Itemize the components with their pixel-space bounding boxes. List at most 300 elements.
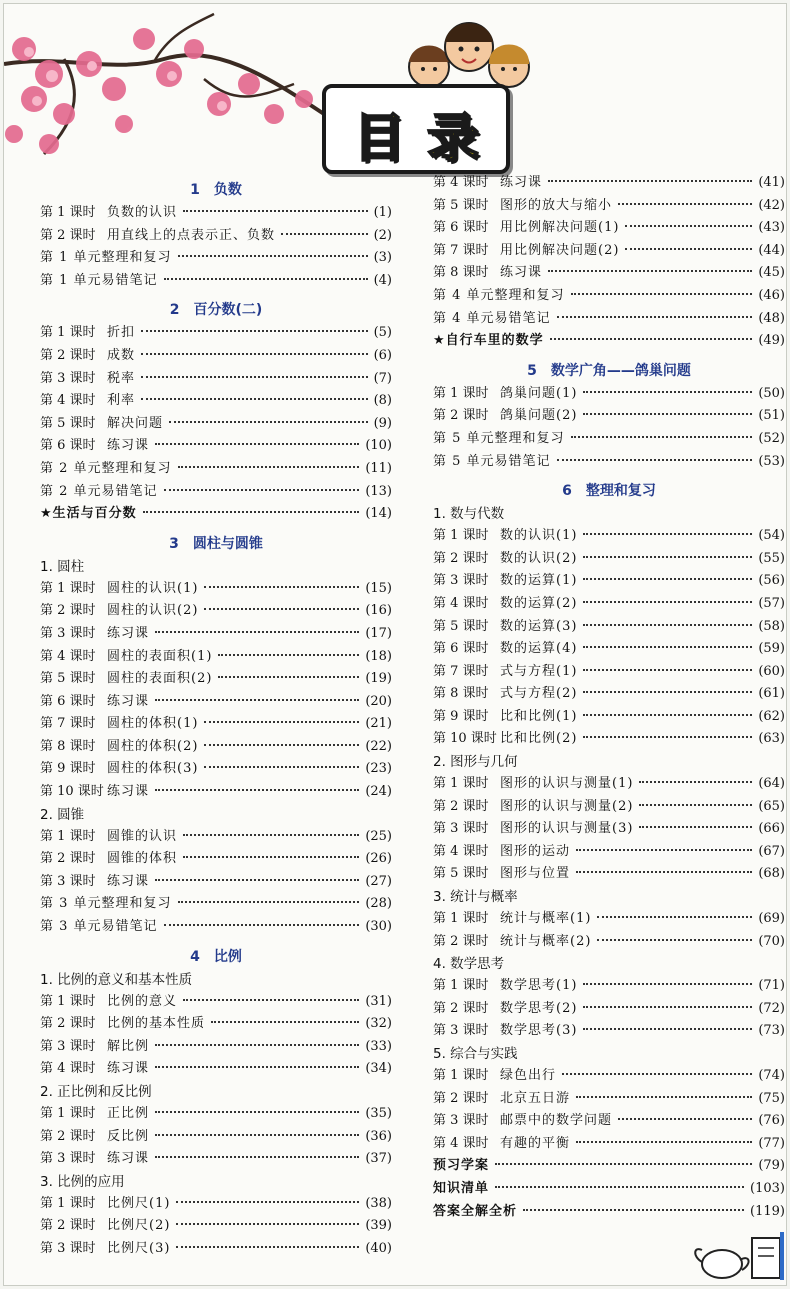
page-number: (55)	[758, 550, 785, 566]
page-number: (31)	[365, 993, 392, 1009]
lesson-number: 第 9 课时	[40, 761, 96, 777]
page-number: (40)	[365, 1240, 392, 1256]
lesson-topic: 正比例	[107, 1106, 150, 1121]
dot-leader	[548, 180, 752, 182]
page-number: (54)	[758, 528, 785, 544]
toc-entry[interactable]	[433, 1133, 785, 1156]
lesson-number: 第 1 课时	[40, 325, 96, 341]
title-board	[322, 84, 510, 174]
section-heading: 1. 比例的意义和基本性质	[40, 971, 193, 988]
entry-title: 第 5 单元整理和复习	[433, 430, 565, 446]
lesson-topic: 比和比例(2)	[500, 731, 578, 747]
toc-entry[interactable]	[433, 1178, 785, 1201]
page-number: (63)	[758, 731, 785, 747]
page-number: (56)	[758, 573, 785, 589]
dot-leader	[571, 436, 753, 438]
page-number: (34)	[365, 1061, 392, 1077]
lesson-number: 第 3 课时	[40, 1240, 96, 1256]
toc-entry[interactable]	[40, 600, 392, 623]
toc-entry[interactable]	[433, 451, 785, 474]
lesson-topic: 用比例解决问题(2)	[500, 242, 620, 258]
page-number: (119)	[750, 1203, 785, 1219]
lesson-topic: 练习课	[107, 784, 150, 800]
toc-entry[interactable]	[40, 481, 392, 504]
page-number: (19)	[365, 671, 392, 687]
toc-entry[interactable]	[40, 435, 392, 458]
dot-leader	[495, 1163, 752, 1165]
toc-entry[interactable]	[433, 308, 785, 331]
toc-entry[interactable]	[433, 383, 785, 406]
lesson-number: 第 6 课时	[40, 438, 96, 454]
dot-leader	[583, 533, 752, 535]
toc-entry[interactable]	[433, 728, 785, 751]
page-number: (60)	[758, 663, 785, 679]
toc-entry[interactable]	[40, 1126, 392, 1149]
dot-leader	[557, 459, 753, 461]
lesson-number: 第 3 课时	[433, 1023, 489, 1039]
section-heading: 4. 数学思考	[433, 956, 505, 973]
toc-entry[interactable]	[433, 818, 785, 841]
page-number: (20)	[365, 693, 392, 709]
toc-entry[interactable]	[40, 1058, 392, 1081]
dot-leader	[141, 398, 368, 400]
section-heading: 2. 图形与几何	[433, 754, 518, 771]
dot-leader	[178, 255, 368, 257]
page-number: (50)	[758, 385, 785, 401]
lesson-number: 第 10 课时	[433, 731, 497, 747]
dot-leader	[583, 391, 752, 393]
dot-leader	[204, 744, 359, 746]
toc-entry[interactable]	[40, 893, 392, 916]
lesson-number: 第 1 课时	[433, 528, 489, 544]
lesson-topic: 比和比例(1)	[500, 708, 578, 724]
toc-entry[interactable]	[433, 1201, 785, 1224]
entry-title: ★生活与百分数	[40, 506, 137, 522]
lesson-number: 第 4 课时	[433, 843, 489, 859]
toc-entry[interactable]	[433, 548, 785, 571]
toc-entry[interactable]	[40, 368, 392, 391]
toc-entry[interactable]	[40, 1193, 392, 1216]
lesson-number: 第 6 课时	[433, 641, 489, 657]
dot-leader	[183, 834, 359, 836]
page-number: (13)	[365, 483, 392, 499]
page-number: (44)	[758, 242, 785, 258]
lesson-topic: 统计与概率(2)	[500, 933, 592, 949]
lesson-number: 第 4 课时	[40, 393, 96, 409]
page-number: (18)	[365, 648, 392, 664]
toc-entry[interactable]	[40, 247, 392, 270]
dot-leader	[281, 233, 368, 235]
dot-leader	[204, 608, 359, 610]
entry-title: 第 4 单元整理和复习	[433, 287, 565, 303]
dot-leader	[557, 316, 753, 318]
dot-leader	[576, 871, 752, 873]
section-heading: 1. 圆柱	[40, 558, 85, 575]
lesson-number: 第 2 课时	[40, 603, 96, 619]
lesson-number: 第 8 课时	[40, 738, 96, 754]
lesson-number: 第 1 课时	[433, 1068, 489, 1083]
lesson-number: 第 5 课时	[433, 618, 489, 634]
toc-entry[interactable]	[40, 848, 392, 871]
toc-entry[interactable]	[433, 773, 785, 796]
dot-leader	[583, 1028, 752, 1030]
lesson-topic: 比例的基本性质	[107, 1016, 206, 1032]
dot-leader	[155, 789, 359, 791]
page-number: (1)	[373, 205, 392, 220]
page-number: (4)	[373, 272, 392, 288]
toc-entry[interactable]	[433, 428, 785, 451]
lesson-topic: 成数	[107, 347, 136, 363]
toc-entry[interactable]	[433, 405, 785, 428]
lesson-topic: 练习课	[107, 873, 150, 889]
lesson-topic: 用比例解决问题(1)	[500, 220, 620, 236]
toc-entry[interactable]	[433, 195, 785, 218]
toc-entry[interactable]	[40, 991, 392, 1014]
dot-leader	[583, 413, 752, 415]
dot-leader	[155, 443, 359, 445]
lesson-number: 第 1 课时	[433, 911, 489, 927]
lesson-topic: 练习课	[107, 1061, 150, 1077]
toc-entry[interactable]	[433, 683, 785, 706]
lesson-topic: 绿色出行	[500, 1068, 557, 1083]
toc-entry[interactable]	[433, 1110, 785, 1133]
lesson-topic: 数的运算(1)	[500, 573, 578, 589]
dot-leader	[639, 826, 752, 828]
lesson-topic: 练习课	[107, 1151, 150, 1167]
page-number: (32)	[365, 1016, 392, 1032]
lesson-topic: 图形的认识与测量(3)	[500, 821, 634, 837]
toc-entry[interactable]	[40, 736, 392, 759]
page-number: (5)	[373, 325, 392, 341]
page-number: (68)	[758, 866, 785, 882]
lesson-topic: 图形的放大与缩小	[500, 197, 613, 213]
page-number: (51)	[758, 408, 785, 424]
toc-entry[interactable]	[433, 285, 785, 308]
lesson-topic: 式与方程(2)	[500, 686, 578, 702]
page-number: (27)	[365, 873, 392, 889]
page-number: (73)	[758, 1023, 785, 1039]
lesson-number: 第 2 课时	[40, 1218, 96, 1234]
page-number: (77)	[758, 1135, 785, 1151]
toc-entry[interactable]	[433, 1088, 785, 1111]
toc-entry[interactable]	[40, 916, 392, 939]
dot-leader	[155, 1066, 359, 1068]
page-number: (37)	[365, 1151, 392, 1167]
page-number: (72)	[758, 1000, 785, 1016]
toc-entry[interactable]	[433, 593, 785, 616]
dot-leader	[583, 624, 752, 626]
toc-entry[interactable]	[40, 646, 392, 669]
toc-entry[interactable]	[433, 217, 785, 240]
dot-leader	[618, 203, 752, 205]
dot-leader	[176, 1201, 359, 1203]
page-number: (76)	[758, 1113, 785, 1129]
toc-entry[interactable]	[40, 390, 392, 413]
page-number: (41)	[758, 175, 785, 190]
toc-entry[interactable]	[433, 1065, 785, 1088]
page-number: (65)	[758, 798, 785, 814]
page-number: (35)	[365, 1106, 392, 1121]
page-number: (70)	[758, 933, 785, 949]
dot-leader	[164, 924, 360, 926]
toc-entry[interactable]	[40, 345, 392, 368]
toc-entry[interactable]	[40, 413, 392, 436]
dot-leader	[495, 1186, 744, 1188]
toc-entry[interactable]	[40, 668, 392, 691]
teapot-book-doodle-icon	[692, 1224, 788, 1286]
toc-entry[interactable]	[433, 931, 785, 954]
dot-leader	[218, 676, 359, 678]
lesson-number: 第 2 课时	[433, 933, 489, 949]
lesson-topic: 数学思考(2)	[500, 1000, 578, 1016]
lesson-number: 第 3 课时	[40, 1038, 96, 1054]
page-number: (30)	[365, 919, 392, 935]
toc-entry[interactable]	[40, 623, 392, 646]
toc-entry[interactable]	[40, 578, 392, 601]
lesson-number: 第 3 课时	[40, 370, 96, 386]
toc-entry[interactable]	[433, 330, 785, 353]
lesson-number: 第 1 课时	[40, 1195, 96, 1211]
dot-leader	[583, 691, 752, 693]
toc-entry[interactable]	[40, 458, 392, 481]
dot-leader	[583, 714, 752, 716]
dot-leader	[155, 879, 359, 881]
dot-leader	[141, 330, 368, 332]
lesson-number: 第 6 课时	[433, 220, 489, 236]
dot-leader	[143, 511, 360, 513]
unit-heading: 2 百分数(二)	[169, 302, 263, 319]
lesson-topic: 练习课	[107, 438, 150, 454]
dot-leader	[583, 736, 752, 738]
toc-entry[interactable]	[40, 503, 392, 526]
section-heading: 1. 数与代数	[433, 506, 505, 523]
lesson-number: 第 5 课时	[40, 671, 96, 687]
dot-leader	[176, 1246, 359, 1248]
entry-title: ★自行车里的数学	[433, 333, 544, 349]
toc-entry[interactable]	[40, 871, 392, 894]
dot-leader	[583, 646, 752, 648]
toc-entry[interactable]	[433, 638, 785, 661]
dot-leader	[583, 983, 752, 985]
lesson-number: 第 7 课时	[433, 663, 489, 679]
page-number: (16)	[365, 603, 392, 619]
lesson-number: 第 1 课时	[40, 993, 96, 1009]
page-number: (22)	[365, 738, 392, 754]
page-number: (57)	[758, 595, 785, 611]
lesson-number: 第 4 课时	[40, 1061, 96, 1077]
lesson-number: 第 5 课时	[433, 197, 489, 213]
entry-title: 第 2 单元易错笔记	[40, 483, 158, 499]
toc-entry[interactable]	[40, 1036, 392, 1059]
section-heading: 2. 圆锥	[40, 806, 85, 823]
lesson-topic: 圆柱的认识(2)	[107, 603, 199, 619]
lesson-number: 第 5 课时	[40, 415, 96, 431]
dot-leader	[583, 578, 752, 580]
lesson-topic: 数学思考(1)	[500, 978, 578, 994]
page-number: (48)	[758, 310, 785, 326]
lesson-number: 第 2 课时	[433, 1090, 489, 1106]
dot-leader	[183, 999, 359, 1001]
unit-heading: 5 数学广角——鸽巢问题	[527, 362, 691, 379]
page-number: (3)	[373, 250, 392, 266]
dot-leader	[618, 1118, 752, 1120]
toc-entry[interactable]	[433, 525, 785, 548]
lesson-topic: 利率	[107, 393, 136, 409]
dot-leader	[155, 1134, 359, 1136]
toc-entry[interactable]	[433, 570, 785, 593]
lesson-number: 第 6 课时	[40, 693, 96, 709]
toc-entry[interactable]	[40, 713, 392, 736]
lesson-topic: 数的认识(2)	[500, 550, 578, 566]
lesson-number: 第 9 课时	[433, 708, 489, 724]
toc-entry[interactable]	[40, 322, 392, 345]
toc-entry[interactable]	[433, 262, 785, 285]
dot-leader	[576, 849, 752, 851]
lesson-topic: 鸽巢问题(2)	[500, 408, 578, 424]
page-number: (6)	[373, 347, 392, 363]
toc-entry[interactable]	[433, 863, 785, 886]
page-number: (42)	[758, 197, 785, 213]
dot-leader	[204, 721, 359, 723]
page-number: (36)	[365, 1128, 392, 1144]
entry-title: 答案全解全析	[433, 1203, 518, 1219]
unit-heading: 3 圆柱与圆锥	[169, 535, 263, 552]
lesson-number: 第 1 课时	[40, 828, 96, 844]
dot-leader	[583, 601, 752, 603]
dot-leader	[176, 1223, 359, 1225]
page-number: (9)	[373, 415, 392, 431]
page-number: (21)	[365, 716, 392, 732]
toc-entry[interactable]	[433, 172, 785, 195]
toc-entry[interactable]	[433, 661, 785, 684]
lesson-topic: 北京五日游	[500, 1090, 571, 1106]
page-number: (10)	[365, 438, 392, 454]
unit-heading: 6 整理和复习	[562, 483, 656, 500]
toc-entry[interactable]	[40, 1215, 392, 1238]
dot-leader	[571, 293, 753, 295]
lesson-number: 第 4 课时	[40, 648, 96, 664]
lesson-topic: 圆柱的体积(3)	[107, 761, 199, 777]
lesson-topic: 圆柱的表面积(2)	[107, 671, 213, 687]
dot-leader	[141, 376, 368, 378]
toc-entry[interactable]	[40, 781, 392, 804]
dot-leader	[639, 781, 752, 783]
page-number: (25)	[365, 828, 392, 844]
entry-title: 第 2 单元整理和复习	[40, 460, 172, 476]
toc-entry[interactable]	[433, 975, 785, 998]
lesson-topic: 圆柱的体积(1)	[107, 716, 199, 732]
toc-entry[interactable]	[40, 826, 392, 849]
lesson-number: 第 2 课时	[433, 1000, 489, 1016]
toc-entry[interactable]	[433, 240, 785, 263]
toc-entry[interactable]	[433, 908, 785, 931]
toc-entry[interactable]	[40, 1148, 392, 1171]
dot-leader	[155, 631, 359, 633]
lesson-number: 第 5 课时	[433, 866, 489, 882]
page-number: (61)	[758, 686, 785, 702]
lesson-number: 第 2 课时	[40, 227, 96, 243]
lesson-number: 第 2 课时	[40, 1128, 96, 1144]
dot-leader	[155, 1156, 359, 1158]
toc-entry[interactable]	[433, 841, 785, 864]
lesson-number: 第 3 课时	[433, 821, 489, 837]
lesson-topic: 统计与概率(1)	[500, 911, 592, 927]
page-number: (59)	[758, 641, 785, 657]
entry-title: 第 5 单元易错笔记	[433, 453, 551, 469]
dot-leader	[178, 901, 360, 903]
toc-entry[interactable]	[40, 225, 392, 248]
entry-title: 第 4 单元易错笔记	[433, 310, 551, 326]
dot-leader	[155, 1111, 359, 1113]
unit-heading: 4 比例	[190, 948, 242, 965]
dot-leader	[639, 804, 752, 806]
toc-entry[interactable]	[40, 270, 392, 293]
lesson-topic: 反比例	[107, 1128, 150, 1144]
page-number: (17)	[365, 625, 392, 641]
lesson-topic: 练习课	[107, 625, 150, 641]
page-number: (58)	[758, 618, 785, 634]
page-number: (28)	[365, 896, 392, 912]
lesson-topic: 数的运算(4)	[500, 641, 578, 657]
toc-entry[interactable]	[40, 758, 392, 781]
toc-entry[interactable]	[433, 796, 785, 819]
toc-entry[interactable]	[433, 1155, 785, 1178]
page-number: (103)	[750, 1180, 785, 1196]
toc-entry[interactable]	[433, 616, 785, 639]
page-number: (71)	[758, 978, 785, 994]
dot-leader	[204, 586, 359, 588]
page-number: (2)	[373, 227, 392, 243]
page-number: (79)	[758, 1158, 785, 1174]
toc-entry[interactable]	[40, 691, 392, 714]
page-number: (74)	[758, 1068, 785, 1083]
dot-leader	[625, 225, 752, 227]
page-number: (75)	[758, 1090, 785, 1106]
toc-entry[interactable]	[433, 998, 785, 1021]
dot-leader	[576, 1096, 752, 1098]
toc-entry[interactable]	[40, 202, 392, 225]
toc-entry[interactable]	[40, 1103, 392, 1126]
lesson-number: 第 4 课时	[433, 1135, 489, 1151]
lesson-topic: 式与方程(1)	[500, 663, 578, 679]
page-number: (26)	[365, 851, 392, 867]
toc-entry[interactable]	[433, 706, 785, 729]
toc-entry[interactable]	[433, 1020, 785, 1043]
dot-leader	[164, 489, 360, 491]
section-heading: 3. 统计与概率	[433, 889, 518, 906]
lesson-number: 第 3 课时	[40, 625, 96, 641]
page-number: (69)	[758, 911, 785, 927]
toc-entry[interactable]	[40, 1238, 392, 1261]
dot-leader	[141, 353, 368, 355]
lesson-topic: 比例尺(2)	[107, 1218, 171, 1234]
lesson-topic: 数的运算(2)	[500, 595, 578, 611]
toc-entry[interactable]	[40, 1013, 392, 1036]
lesson-topic: 圆柱的体积(2)	[107, 738, 199, 754]
cherry-blossom-branch-icon	[4, 4, 334, 194]
page-number: (49)	[758, 333, 785, 349]
lesson-topic: 解比例	[107, 1038, 150, 1054]
lesson-topic: 比例尺(1)	[107, 1195, 171, 1211]
page-title: 目录	[352, 109, 501, 169]
page-number: (8)	[373, 393, 392, 409]
dot-leader	[218, 654, 359, 656]
dot-leader	[169, 421, 368, 423]
lesson-topic: 图形与位置	[500, 866, 571, 882]
lesson-number: 第 2 课时	[40, 347, 96, 363]
lesson-number: 第 2 课时	[40, 851, 96, 867]
dot-leader	[164, 278, 368, 280]
